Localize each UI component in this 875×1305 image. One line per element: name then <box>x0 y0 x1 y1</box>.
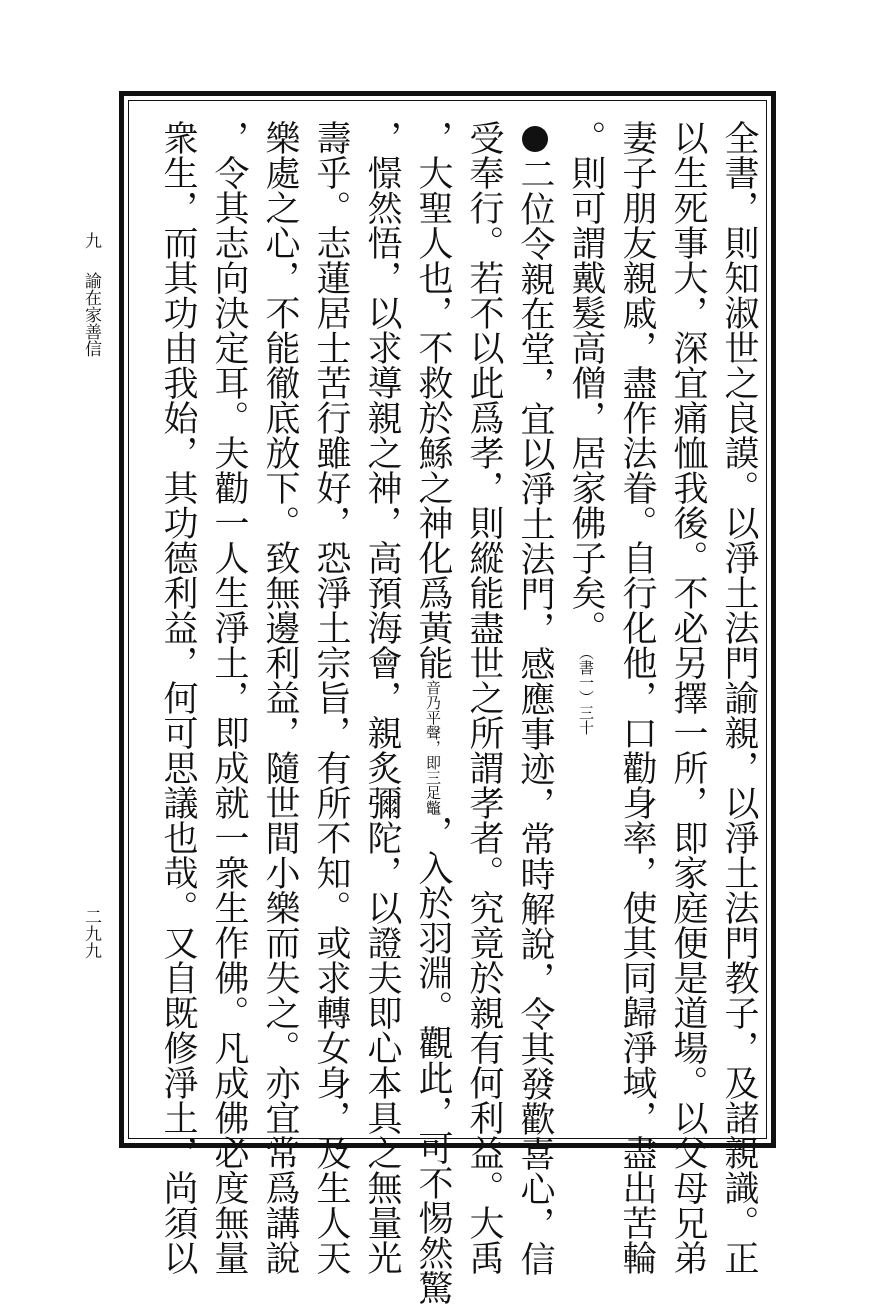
pronunciation-note: 音乃平聲，即三足鼈 <box>424 680 442 815</box>
text-column-10 <box>260 120 300 1275</box>
column-text: 受奉行。若不以此爲孝，則縱能盡世之所謂孝者。究竟於親有何利益。大禹 <box>464 120 504 1275</box>
text-column-11 <box>209 120 249 1275</box>
column-text: 樂處之心，不能徹底放下。致無邊利益，隨世間小樂而失之。亦宜常爲講說 <box>260 120 300 1275</box>
column-text-continued: ，入於羽淵。觀此，可不惕然驚 <box>413 815 453 1305</box>
source-note: （書一）三十 <box>577 645 595 735</box>
text-column-5 <box>515 120 555 1276</box>
text-column-4 <box>566 120 606 735</box>
text-column-9 <box>311 120 351 1275</box>
column-text: ，憬然悟，以求導親之神，高預海會，親炙彌陀，以證夫即心本具之無量光 <box>362 120 402 1275</box>
text-column-8 <box>362 120 402 1275</box>
column-text: ，大聖人也，不救於鯀之神化爲黃能 <box>413 120 453 680</box>
text-column-12 <box>158 120 198 1275</box>
bullet-icon <box>522 126 548 152</box>
column-text: 。則可謂戴髮高僧，居家佛子矣。 <box>566 120 606 645</box>
column-text: ，令其志向決定耳。夫勸一人生淨土，即成就一衆生作佛。凡成佛必度無量 <box>209 120 249 1275</box>
text-column-1 <box>719 120 759 1275</box>
column-text: 妻子朋友親戚，盡作法眷。自行化他，口勸身率，使其同歸淨域，盡出苦輪 <box>617 120 657 1275</box>
column-text: 全書，則知淑世之良謨。以淨土法門諭親，以淨土法門教子，及諸親識。正 <box>719 120 759 1275</box>
text-column-6 <box>464 120 504 1275</box>
column-text: 壽乎。志蓮居士苦行雖好，恐淨土宗旨，有所不知。或求轉女身，及生人天 <box>311 120 351 1275</box>
page-number: 二九九 <box>81 908 101 959</box>
text-column-3 <box>617 120 657 1275</box>
column-text: 衆生，而其功由我始，其功德利益，何可思議也哉。又自既修淨土，尚須以 <box>158 120 198 1275</box>
text-column-7 <box>413 120 453 1305</box>
section-title: 諭在家善信 <box>81 272 101 357</box>
text-column-2 <box>668 120 708 1275</box>
column-text: 以生死事大，深宜痛恤我後。不必另擇一所，即家庭便是道場。以父母兄弟 <box>668 120 708 1275</box>
chapter-number: 九 <box>81 232 101 249</box>
column-text: 二位令親在堂，宜以淨土法門，感應事迹，常時解說，令其發歡喜心，信 <box>515 156 555 1276</box>
